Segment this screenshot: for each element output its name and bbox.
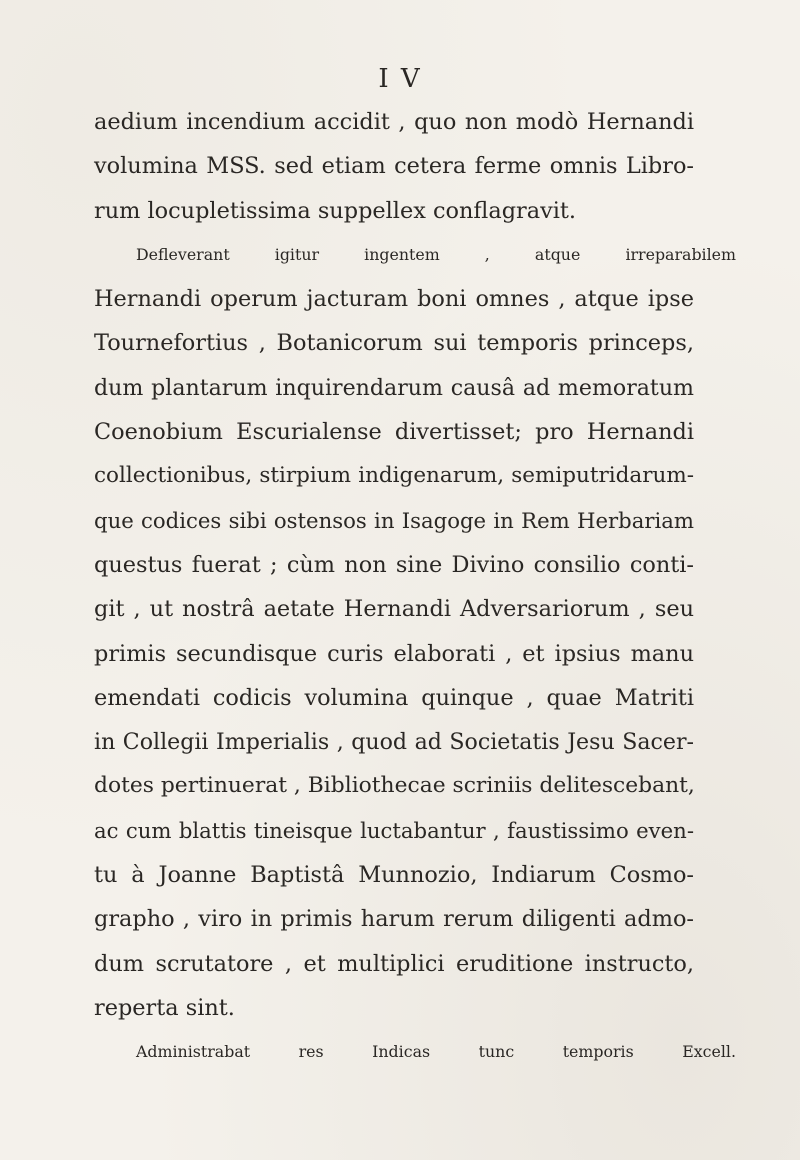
text-line: Administrabat res Indicas tunc temporis Excell. [136,1042,736,1062]
text-line: primis secundisque curis elaborati , et ipsius manu [94,640,694,667]
text-line: in Collegii Imperialis , quod ad Societatis Jesu Sacer- [94,729,694,756]
text-line: collectionibus, stirpium indigenarum, semiputridarum- [94,463,694,489]
text-line: grapho , viro in primis harum rerum diligenti admo- [94,906,694,933]
text-line: Coenobium Escurialense divertisset; pro Hernandi [94,419,694,446]
text-line: rum locupletissima suppellex conflagravit. [94,197,576,224]
text-line: dum scrutatore , et multiplici eruditione instructo, [94,950,694,977]
text-line: dotes pertinuerat , Bibliothecae scriniis delitescebant, [94,773,695,799]
text-line: Defleverant igitur ingentem , atque irreparabilem [136,244,736,264]
text-line: Hernandi operum jacturam boni omnes , atque ipse [94,286,694,313]
text-line: ac cum blattis tineisque luctabantur , faustissimo even- [94,817,694,843]
text-line: git , ut nostrâ aetate Hernandi Adversariorum , seu [94,596,694,623]
text-line: questus fuerat ; cùm non sine Divino consilio conti- [94,551,694,578]
text-line: aedium incendium accidit , quo non modò Hernandi [94,109,694,135]
body-text [94,100,736,1075]
text-line: Tournefortius , Botanicorum sui temporis princeps, [94,330,694,357]
text-line: emendati codicis volumina quinque , quae Matriti [94,684,694,711]
text-line: reperta sint. [94,994,235,1021]
page-number: I V [378,64,422,94]
text-line: tu à Joanne Baptistâ Munnozio, Indiarum Cosmo- [94,862,694,889]
text-line: volumina MSS. sed etiam cetera ferme omnis Libro- [94,153,694,180]
text-line: dum plantarum inquirendarum causâ ad memoratum [94,374,694,401]
text-line: que codices sibi ostensos in Isagoge in Rem Herbariam [94,507,694,533]
